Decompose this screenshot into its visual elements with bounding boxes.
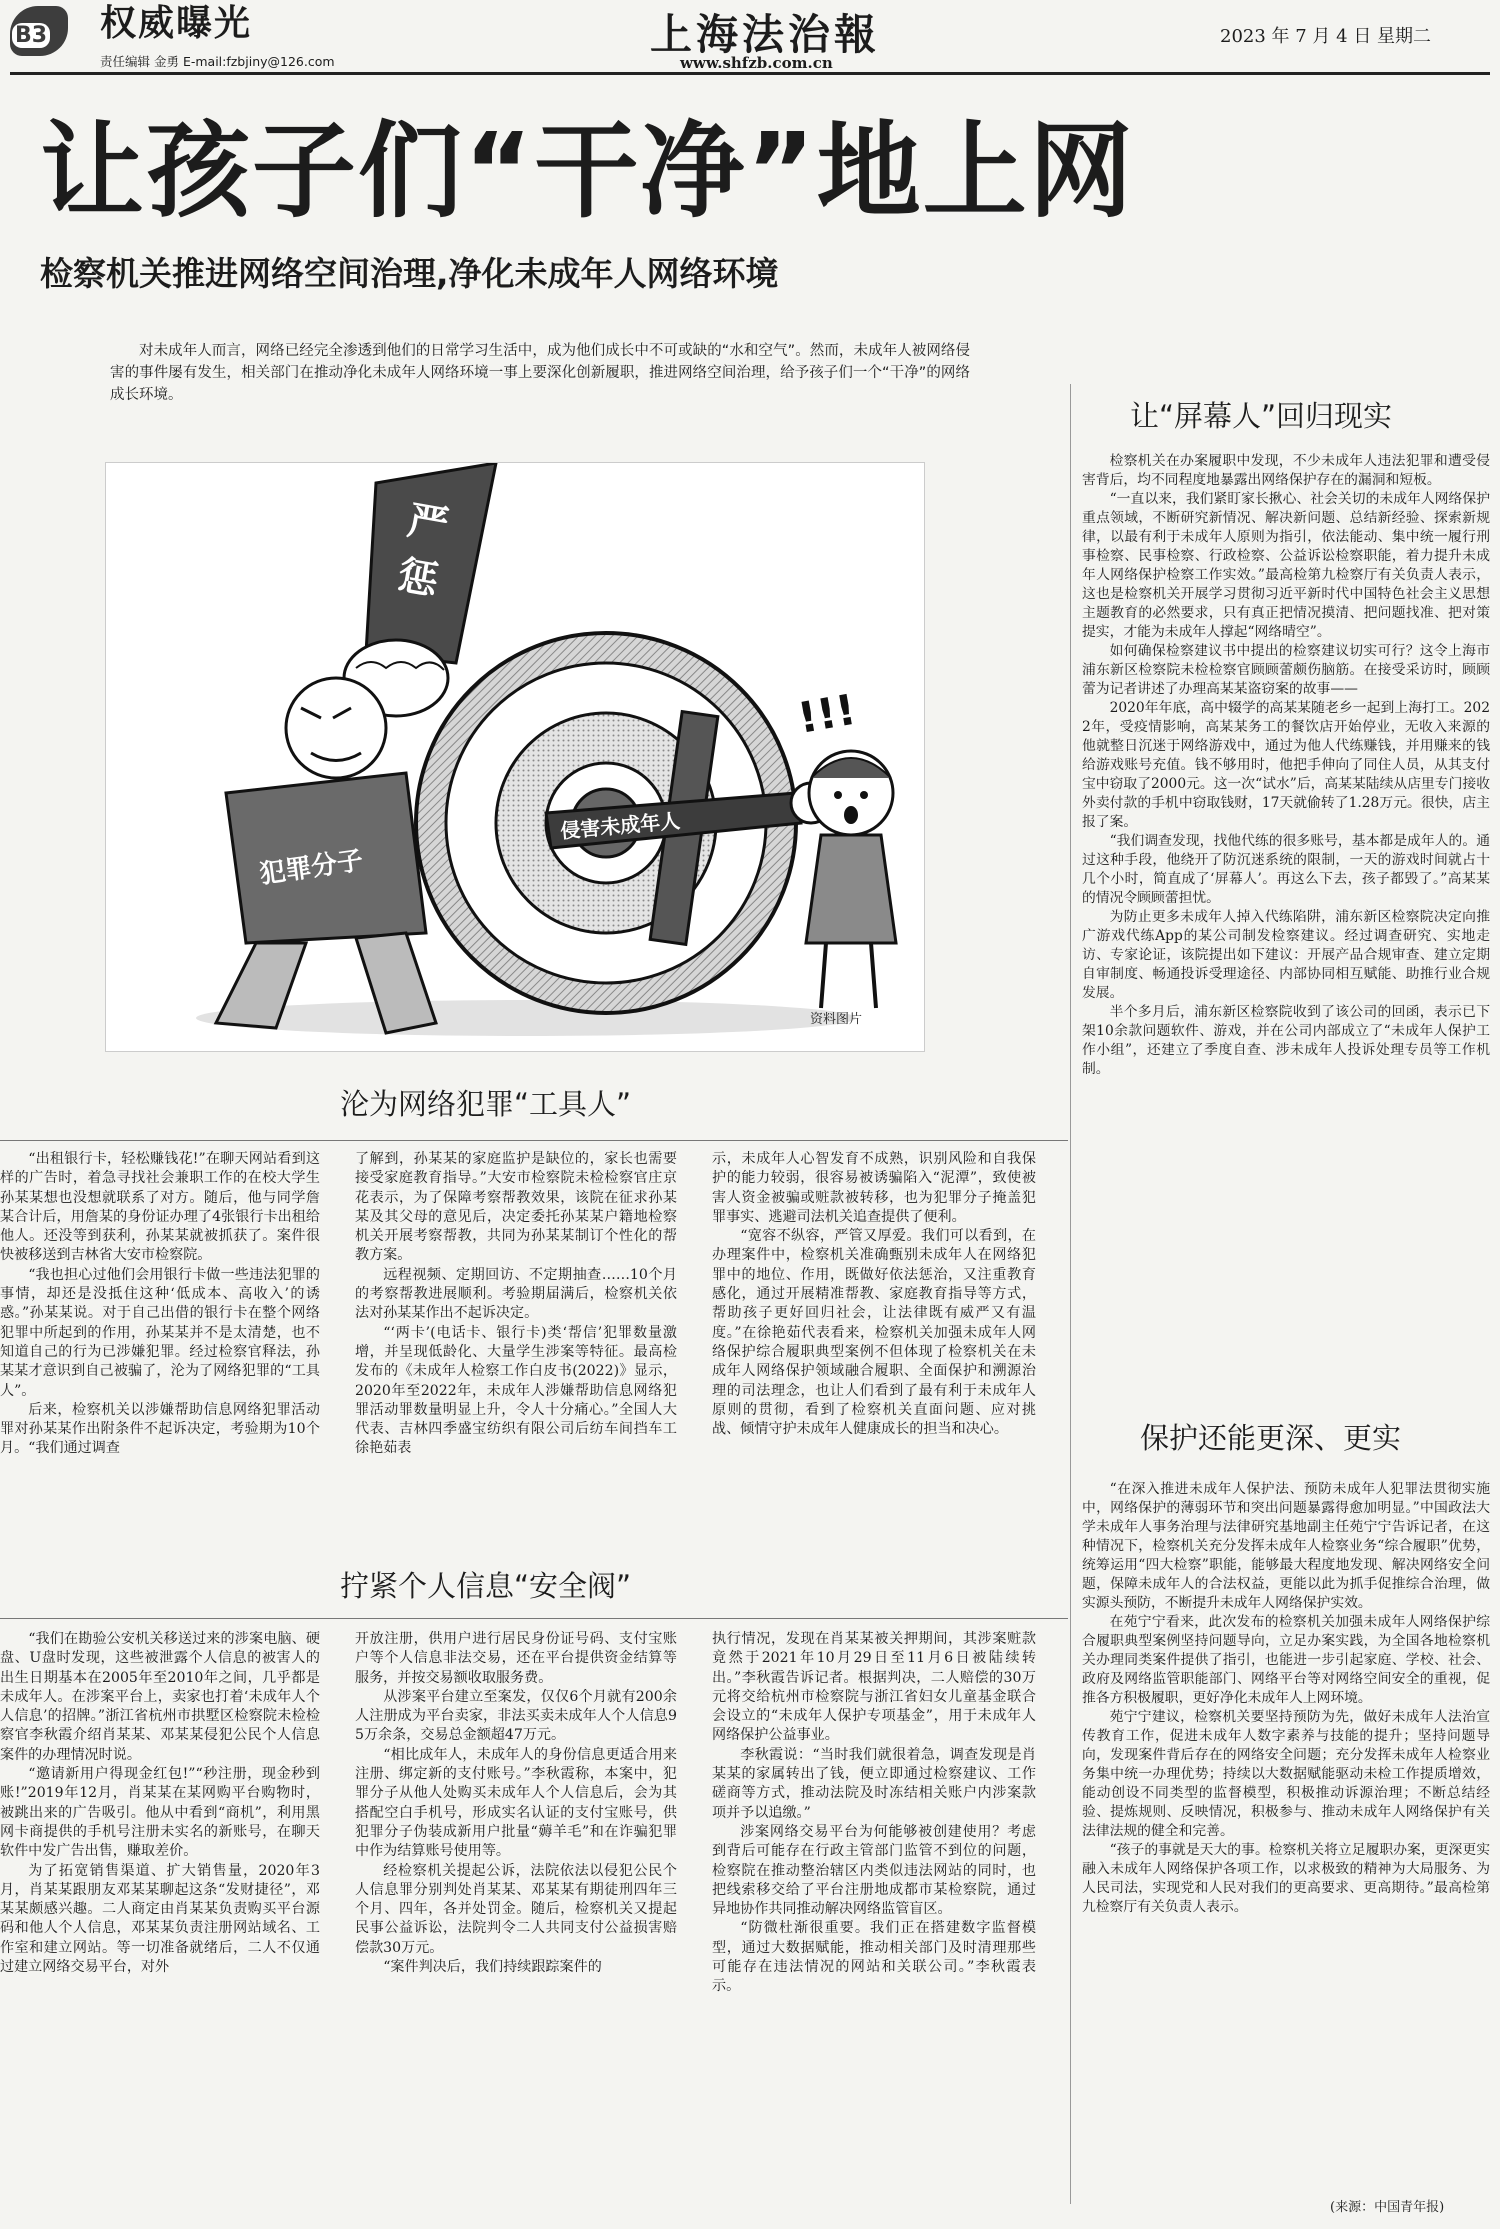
paragraph: “我们在勘验公安机关移送过来的涉案电脑、硬盘、U盘时发现，这些被泄露个人信息的被害人的出生日期基本在2005年至2010年之间，几乎都是未成年人。在涉案平台上，卖家也打着‘未成年人个人信息’的招牌。”浙江省杭州市拱墅区检察院未检检察官李秋霞介绍肖某某、邓某某侵犯公民个人信息案件的办理情况时说。 <box>0 1631 320 1763</box>
section-divider <box>0 1618 1068 1619</box>
paragraph: 远程视频、定期回访、不定期抽查……10个月的考察帮教进展顺利。考验期届满后，检察机关依法对孙某某作出不起诉决定。 <box>355 1266 677 1322</box>
paragraph: “一直以来，我们紧盯家长揪心、社会关切的未成年人网络保护重点领域，不断研究新情况、解决新问题、总结新经验、探索新规律，以最有利于未成年人原则为指引，依法能动、集中统一履行刑事检察、民事检察、行政检察、公益诉讼检察职能，着力提升未成年人网络保护检察工作实效。”最高检第九检察厅有关负责人表示，这也是检察机关开展学习贯彻习近平新时代中国特色社会主义思想主题教育的必然要求，只有真正把情况摸清、把问题找准、把对策提实，才能为未成年人撑起“网络晴空”。 <box>1082 491 1490 640</box>
sec3-body <box>1082 452 1490 1079</box>
section-name: 权威曝光 <box>100 3 253 44</box>
section-heading-tool-person: 沦为网络犯罪“工具人” <box>340 1087 632 1121</box>
section-divider <box>0 1140 1068 1141</box>
sec1-col3 <box>712 1150 1036 1439</box>
paragraph: 半个多月后，浦东新区检察院收到了该公司的回函，表示已下架10余款问题软件、游戏，并在公司内部成立了“未成年人保护工作小组”，还建立了季度自查、涉未成年人投诉处理专员等工作机制。 <box>1082 1004 1490 1077</box>
page-number: B3 <box>12 23 50 48</box>
ground-shadow <box>196 1000 856 1036</box>
paragraph: 了解到，孙某某的家庭监护是缺位的，家长也需要接受家庭教育指导。”大安市检察院未检检察官庄京花表示，为了保障考察帮教效果，该院在征求孙某某及其父母的意见后，决定委托孙某某户籍地检察机关开展考察帮教，共同为孙某某制订个性化的帮教方案。 <box>355 1151 677 1264</box>
paragraph: “宽容不纵容，严管又厚爱。我们可以看到，在办理案件中，检察机关准确甄别未成年人在网络犯罪中的地位、作用，既做好依法惩治，又注重教育感化，通过开展精准帮教、家庭教育指导等方式，帮助孩子更好回归社会，让法律既有威严又有温度。”在徐艳茹代表看来，检察机关加强未成年人网络保护综合履职典型案例不但体现了检察机关在未成年人网络保护领域融合履职、全面保护和溯源治理的司法理念，也让人们看到了最有利于未成年人原则的贯彻，看到了检察机关直面问题、应对挑战、倾情守护未成年人健康成长的担当和决心。 <box>712 1228 1036 1438</box>
paragraph: 如何确保检察建议书中提出的检察建议切实可行？这令上海市浦东新区检察院未检检察官顾顾蕾颇伤脑筋。在接受采访时，顾顾蕾为记者讲述了办理高某某盗窃案的故事—— <box>1082 643 1490 697</box>
paragraph: 为防止更多未成年人掉入代练陷阱，浦东新区检察院决定向推广游戏代练App的某公司制发检察建议。经过调查研究、实地走访、专家论证，该院提出如下建议：开展产品合规审查、建立定期自审制度、畅通投诉受理途径、内部协同相互赋能、助推行业合规发展。 <box>1082 909 1490 1001</box>
sec2-col3 <box>712 1630 1036 1997</box>
girl-body <box>806 835 896 943</box>
paragraph: 李秋霞说：“当时我们就很着急，调查发现是肖某某的家属转出了钱，便立即通过检察建议、工作磋商等方式，推动法院及时冻结相关账户内涉案款项并予以追缴。” <box>712 1746 1036 1821</box>
section-heading-deeper-protection: 保护还能更深、更实 <box>1140 1421 1402 1455</box>
paragraph: “‘两卡’(电话卡、银行卡)类‘帮信’犯罪数量激增，并呈现低龄化、大量学生涉案等特征。最高检发布的《未成年人检察工作白皮书(2022)》显示，2020年至2022年，未成年人涉嫌帮助信息网络犯罪活动罪数量明显上升，令人十分痛心。”全国人大代表、吉林四季盛宝纺织有限公司后纺车间挡车工徐艳茹表 <box>355 1324 677 1457</box>
paragraph: “在深入推进未成年人保护法、预防未成年人犯罪法贯彻实施中，网络保护的薄弱环节和突出问题暴露得愈加明显。”中国政法大学未成年人事务治理与法律研究基地副主任苑宁宁告诉记者，在这种情况下，检察机关充分发挥未成年人检察业务“综合履职”优势，统筹运用“四大检察”职能，能够最大程度地发现、解决网络安全问题，保障未成年人的合法权益，更能以此为抓手促推综合治理，做实源头预防，不断提升未成年人网络保护实效。 <box>1082 1481 1490 1611</box>
paragraph: “我们调查发现，找他代练的很多账号，基本都是成年人的。通过这种手段，他绕开了防沉迷系统的限制，一天的游戏时间就占十几个小时，简直成了‘屏幕人’。再这么下去，孩子都毁了。”高某某的情况令顾顾蕾担忧。 <box>1082 833 1490 906</box>
paragraph: “相比成年人，未成年人的身份信息更适合用来注册、绑定新的支付账号。”李秋霞称，本案中，犯罪分子从他人处购买未成年人个人信息后，会为其搭配空白手机号，形成实名认证的支付宝账号，供犯罪分子伪装成新用户批量“薅羊毛”和在诈骗犯罪中作为结算账号使用等。 <box>355 1746 677 1860</box>
paragraph: “出租银行卡，轻松赚钱花!”在聊天网站看到这样的广告时，着急寻找社会兼职工作的在校大学生孙某某想也没想就联系了对方。随后，他与同学詹某合计后，用詹某的身份证办理了4张银行卡出租给他人。还没等到获利，孙某某就被抓获了。案件很快被移送到吉林省大安市检察院。 <box>0 1151 320 1264</box>
column-divider <box>1070 384 1071 2204</box>
fist-label-1: 严 <box>404 497 452 550</box>
paragraph: 示，未成年人心智发育不成熟，识别风险和自我保护的能力较弱，很容易被诱骗陷入“泥潭”，致使被害人资金被骗或赃款被转移，也为犯罪分子掩盖犯罪事实、逃避司法机关追查提供了便利。 <box>712 1151 1036 1225</box>
exclamation-marks: !!! <box>794 684 860 743</box>
image-caption: 资料图片 <box>809 1012 862 1027</box>
newspaper-url[interactable]: www.shfzb.com.cn <box>680 54 833 72</box>
article-lead <box>110 340 970 406</box>
paragraph: 开放注册，供用户进行居民身份证号码、支付宝账户等个人信息非法交易，还在平台提供资金结算等服务，并按交易额收取服务费。 <box>355 1631 677 1686</box>
paragraph: “我也担心过他们会用银行卡做一些违法犯罪的事情，却还是没抵住这种‘低成本、高收入’的诱惑。”孙某某说。对于自己出借的银行卡在整个网络犯罪中所起到的作用，孙某某并不是太清楚，也不知道自己的行为已涉嫌犯罪。经过检察官释法，孙某某才意识到自己被骗了，沦为了网络犯罪的“工具人”。 <box>0 1266 320 1399</box>
paragraph: 检察机关在办案履职中发现，不少未成年人违法犯罪和遭受侵害背后，均不同程度地暴露出网络保护存在的漏洞和短板。 <box>1082 453 1490 488</box>
editor-credit: 责任编辑 金勇 E-mail:fzbjiny@126.com <box>100 54 335 69</box>
article-source: (来源：中国青年报) <box>1330 2200 1445 2215</box>
paragraph: 为了拓宽销售渠道、扩大销售量，2020年3月，肖某某跟朋友邓某某聊起这条“发财捷径”，邓某某颇感兴趣。二人商定由肖某某负责购买平台源码和他人个人信息，邓某某负责注册网站域名、工作室和建立网站。等一切准备就绪后，二人不仅通过建立网络交易平台，对外 <box>0 1862 320 1976</box>
arm-label: 侵害未成年人 <box>559 808 681 843</box>
paragraph: “防微杜渐很重要。我们正在搭建数字监督模型，通过大数据赋能，推动相关部门及时清理那些可能存在违法情况的网站和关联公司。”李秋霞表示。 <box>712 1920 1036 1995</box>
header-divider <box>10 72 1490 75</box>
paragraph: 后来，检察机关以涉嫌帮助信息网络犯罪活动罪对孙某某作出附条件不起诉决定，考验期为10个月。“我们通过调查 <box>0 1401 320 1457</box>
article-title: 让孩子们“干净”地上网 <box>40 110 1135 232</box>
paragraph: “孩子的事就是天大的事。检察机关将立足履职办案，更深更实融入未成年人网络保护各项工作，以求极致的精神为大局服务、为人民司法，实现党和人民对我们的更高要求、更高期待。”最高检第九检察厅有关负责人表示。 <box>1082 1842 1490 1915</box>
section-heading-info-safety: 拧紧个人信息“安全阀” <box>340 1569 632 1603</box>
article-subtitle: 检察机关推进网络空间治理,净化未成年人网络环境 <box>40 254 779 293</box>
newspaper-masthead: 上海法治報 <box>650 10 881 59</box>
paragraph: 苑宁宁建议，检察机关要坚持预防为先，做好未成年人法治宣传教育工作，促进未成年人数字素养与技能的提升；坚持问题导向，发现案件背后存在的网络安全问题；充分发挥未成年人检察业务集中统一办理优势；持续以大数据赋能驱动未检工作提质增效，能动创设不同类型的监督模型，积极推动诉源治理；不断总结经验、提炼规则、反映情况，积极参与、推动未成年人网络保护有关法律法规的健全和完善。 <box>1082 1709 1490 1839</box>
section-heading-screen-person: 让“屏幕人”回归现实 <box>1130 399 1393 433</box>
sec2-col2 <box>355 1630 677 1977</box>
sec1-col2 <box>355 1150 677 1459</box>
fist-label-2: 惩 <box>394 552 442 605</box>
paragraph: 涉案网络交易平台为何能够被创建使用？考虑到背后可能存在行政主管部门监管不到位的问题，检察院在推动整治辖区内类似违法网站的同时，也把线索移交给了平台注册地成都市某检察院，通过异地协作共同推动解决网络监管盲区。 <box>712 1823 1036 1918</box>
cartoon-illustration <box>105 462 925 1052</box>
paragraph: 在苑宁宁看来，此次发布的检察机关加强未成年人网络保护综合履职典型案例坚持问题导向，立足办案实践，为全国各地检察机关办理同类案件提供了指引，也能进一步引起家庭、学校、社会、政府及网络监管职能部门、网络平台等对网络空间安全的重视，促推各方积极履职，更好净化未成年人上网环境。 <box>1082 1614 1490 1706</box>
paragraph: 2020年年底，高中辍学的高某某随老乡一起到上海打工。2022年，受疫情影响，高某某务工的餐饮店开始停业，无收入来源的他就整日沉迷于网络游戏中，通过为他人代练赚钱，并用赚来的钱给游戏账号充值。钱不够用时，他把手伸向了同住人员，从其支付宝中窃取了2000元。这一次“试水”后，高某某陆续从店里专门接收外卖付款的手机中窃取钱财，17天就偷转了1.28万元。很快，店主报了案。 <box>1082 700 1490 830</box>
paragraph: 执行情况，发现在肖某某被关押期间，其涉案赃款竟然于2021年10月29日至11月6日被陆续转出。”李秋霞告诉记者。根据判决，二人赔偿的30万元将交给杭州市检察院与浙江省妇女儿童基金联合会设立的“未成年人保护专项基金”，用于未成年人网络保护公益事业。 <box>712 1631 1036 1744</box>
issue-date: 2023 年 7 月 4 日 星期二 <box>1220 26 1432 47</box>
sec4-body <box>1082 1480 1490 1917</box>
page-number-badge <box>10 6 68 56</box>
cartoon-drawing <box>106 463 926 1053</box>
criminal-head <box>286 678 386 778</box>
criminal-label: 犯罪分子 <box>257 845 365 890</box>
sec1-col1 <box>0 1150 320 1459</box>
paragraph: “案件判决后，我们持续跟踪案件的 <box>383 1959 602 1976</box>
lead-paragraph: 对未成年人而言，网络已经完全渗透到他们的日常学习生活中，成为他们成长中不可或缺的“水和空气”。然而，未成年人被网络侵害的事件屡有发生，相关部门在推动净化未成年人网络环境一事上要深化创新履职，推进网络空间治理，给予孩子们一个“干净”的网络成长环境。 <box>110 343 970 403</box>
paragraph: 经检察机关提起公诉，法院依法以侵犯公民个人信息罪分别判处肖某某、邓某某有期徒刑四年三个月、四年，各并处罚金。随后，检察机关又提起民事公益诉讼，法院判令二人共同支付公益损害赔偿款30万元。 <box>355 1862 677 1956</box>
paragraph: “邀请新用户得现金红包!”“秒注册，现金秒到账!”2019年12月，肖某某在某网购平台购物时，被跳出来的广告吸引。他从中看到“商机”，利用黑网卡商提供的手机号注册未实名的新账号，在聊天软件中发广告出售，赚取差价。 <box>0 1766 320 1860</box>
sec2-col1 <box>0 1630 320 1977</box>
paragraph: 从涉案平台建立至案发，仅仅6个月就有200余人注册成为平台卖家，非法买卖未成年人个人信息95万余条，交易总金额超47万元。 <box>355 1688 677 1744</box>
